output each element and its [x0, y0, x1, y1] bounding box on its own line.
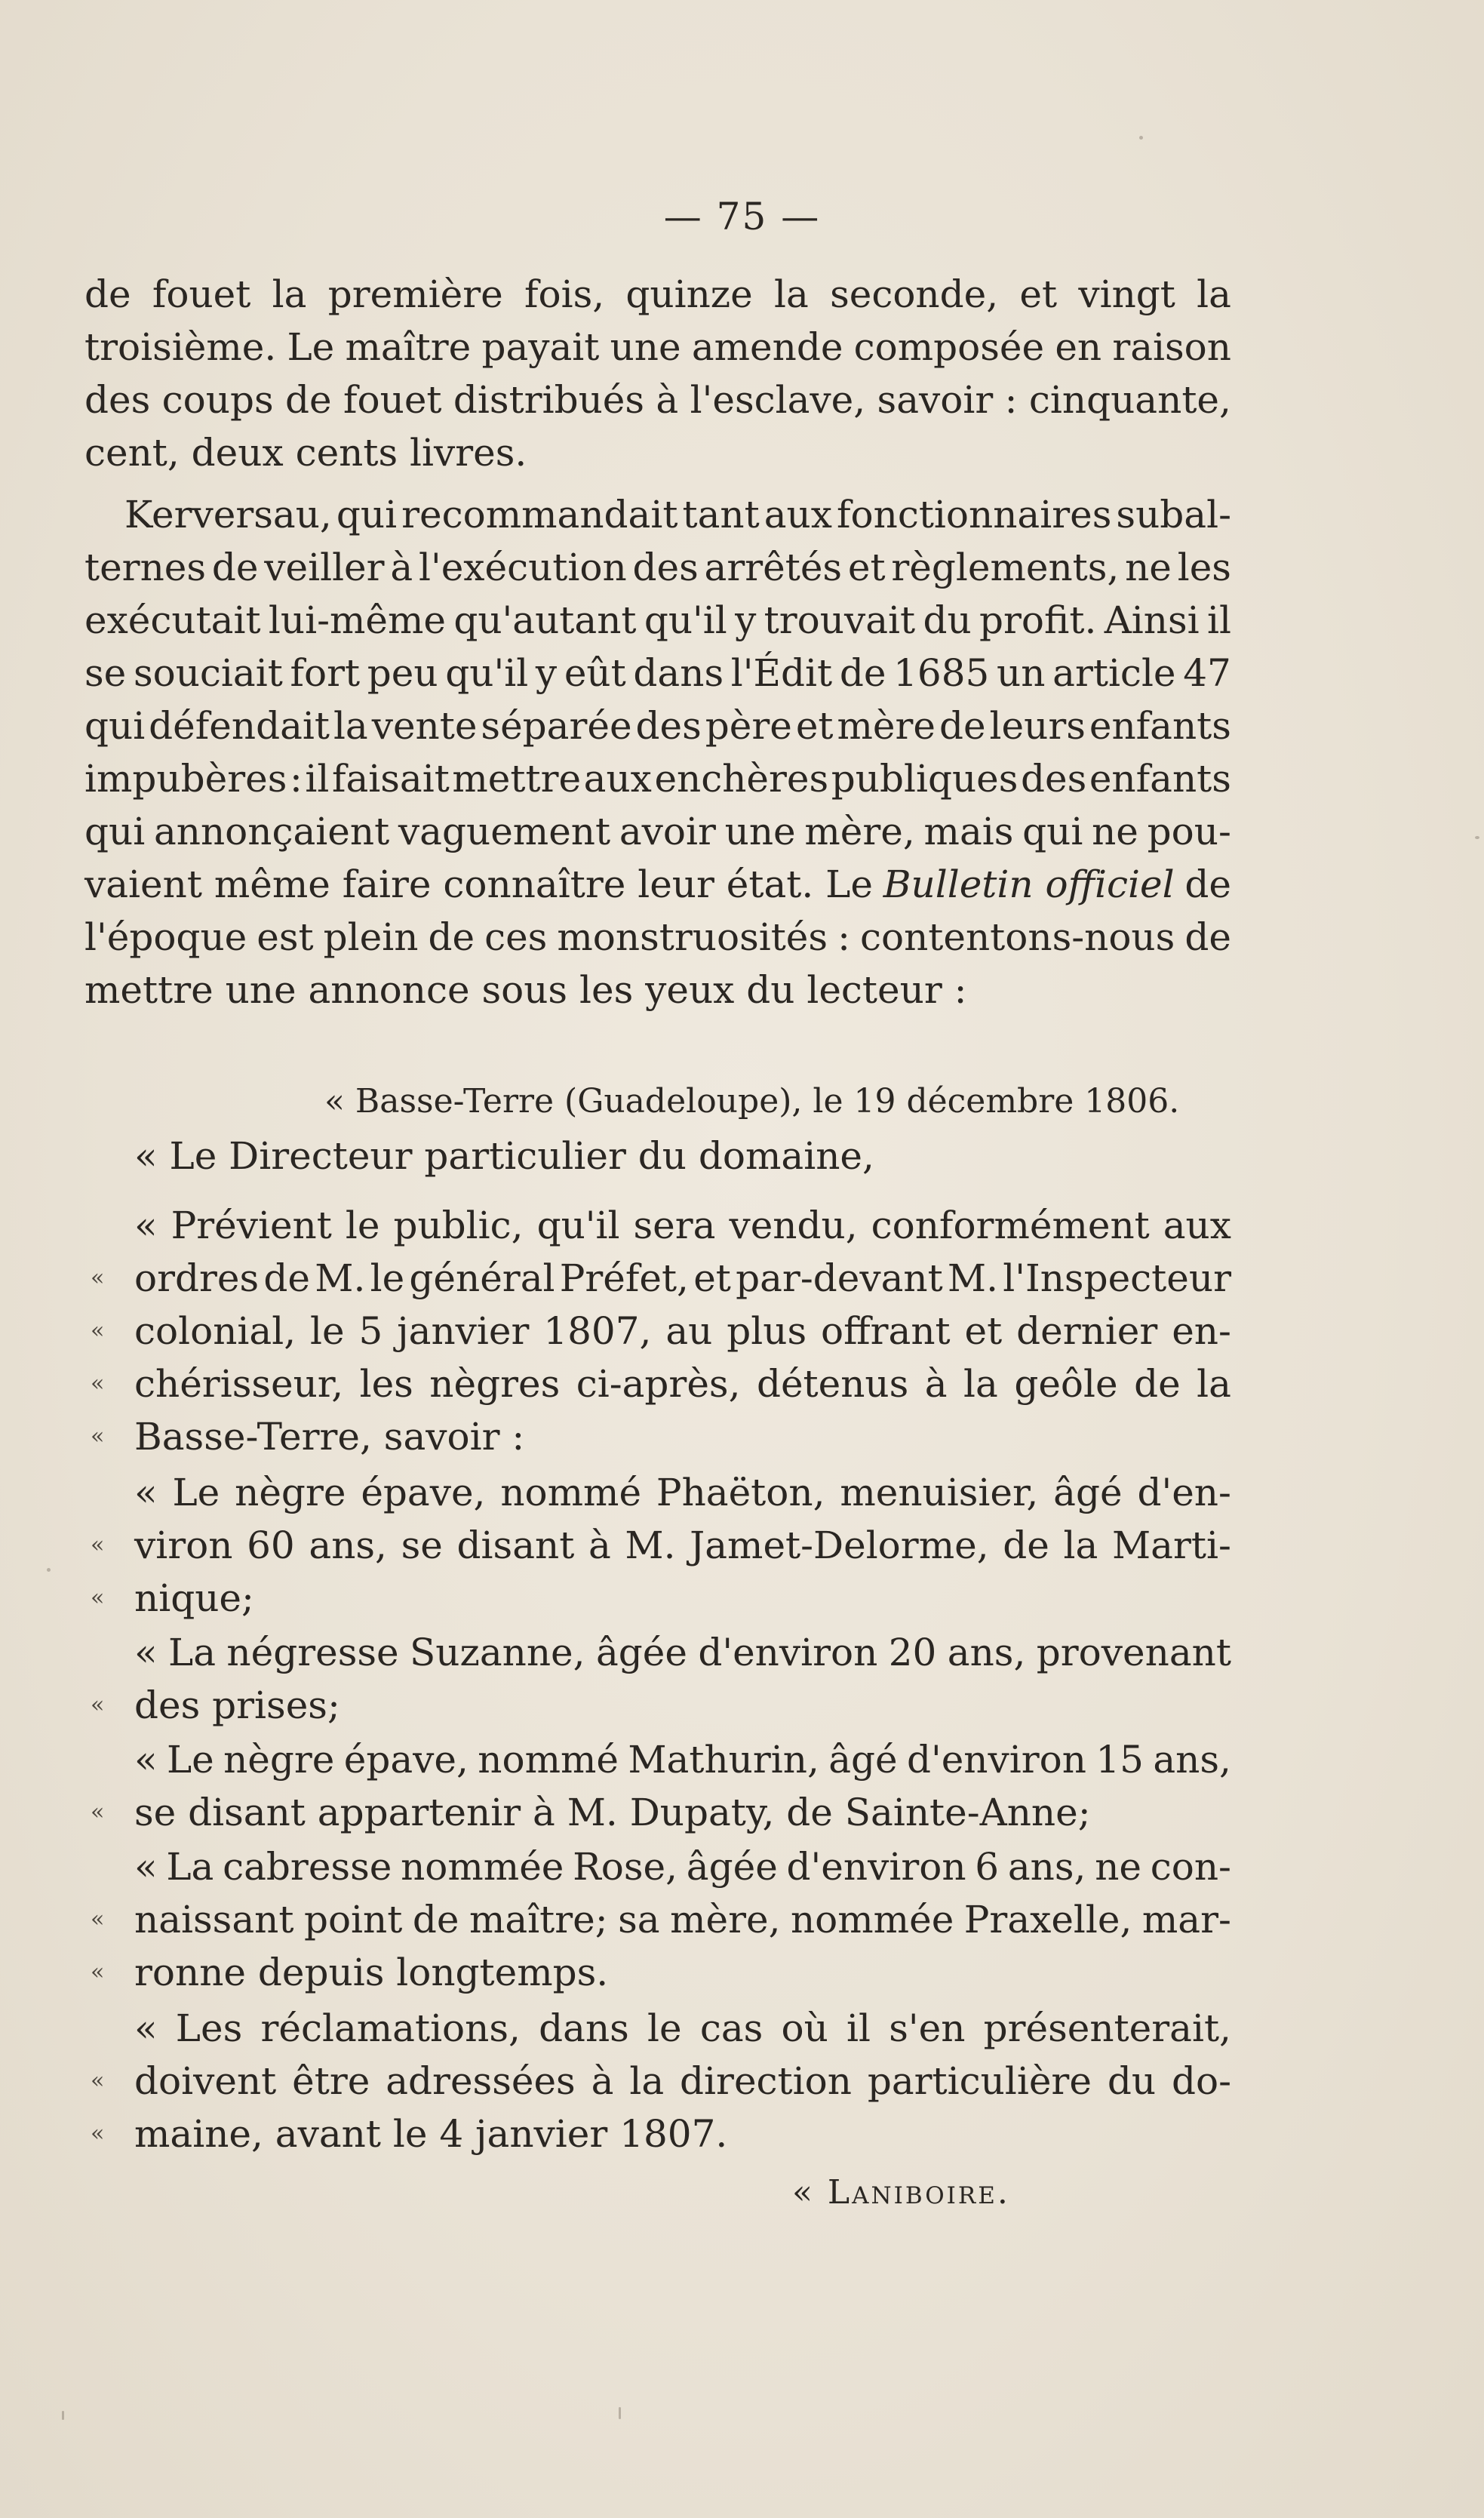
word: con-	[1150, 1845, 1231, 1889]
word: annonçaient	[153, 810, 390, 853]
word: le	[647, 2006, 682, 2050]
word: qui	[336, 493, 398, 536]
word: aux	[1163, 1204, 1231, 1247]
word: un	[997, 651, 1046, 695]
word: public,	[393, 1204, 524, 1247]
word: conformément	[871, 1204, 1150, 1247]
word: seconde,	[830, 272, 999, 316]
word: de	[1134, 1362, 1181, 1406]
word: Le	[172, 1471, 220, 1514]
word: qui	[84, 810, 146, 853]
word: des	[1021, 757, 1087, 801]
word: de	[1184, 915, 1231, 959]
word: plein	[323, 915, 419, 959]
word: 60	[247, 1523, 295, 1567]
word: savoir	[877, 378, 994, 422]
text-line	[124, 492, 1231, 537]
word: l'Inspecteur	[1003, 1256, 1231, 1300]
margin-quote-mark: «	[91, 1906, 105, 1932]
word: nommé	[500, 1471, 642, 1514]
word: à	[656, 378, 679, 422]
word: quinze	[625, 272, 753, 316]
word: ces	[484, 915, 548, 959]
word: doivent	[134, 2059, 277, 2103]
word: règlements,	[891, 546, 1120, 589]
word: où	[781, 2006, 828, 2050]
word: nègre	[235, 1471, 346, 1514]
notice-line	[134, 1630, 1231, 1675]
word: présenterait,	[983, 2006, 1231, 2050]
word: la	[963, 1362, 998, 1406]
word: la	[272, 272, 307, 316]
word: l'Édit	[730, 651, 833, 695]
word: ci-après,	[576, 1362, 741, 1406]
word: contentons-nous	[859, 915, 1175, 959]
word: et	[964, 1309, 1003, 1353]
word: mar-	[1141, 1898, 1231, 1942]
word: Prévient	[171, 1204, 332, 1247]
word: lui-même	[268, 598, 446, 642]
word: général	[409, 1256, 555, 1300]
word: la	[629, 2059, 665, 2103]
margin-quote-mark: «	[91, 2120, 105, 2147]
word: raison	[1112, 325, 1231, 369]
word: leurs	[989, 704, 1086, 748]
word: la	[1063, 1523, 1098, 1567]
word: arrêtés	[704, 546, 843, 589]
word: vingt	[1078, 272, 1175, 316]
word: viron	[134, 1523, 233, 1567]
word: l'esclave,	[690, 378, 866, 422]
notice-line	[134, 1470, 1231, 1515]
margin-quote-mark: «	[91, 1265, 105, 1291]
word: ans,	[1007, 1845, 1086, 1889]
word: provenant	[1036, 1631, 1231, 1674]
word: se	[84, 651, 127, 695]
word: chérisseur,	[134, 1362, 344, 1406]
margin-quote-mark: «	[91, 1423, 105, 1450]
paper-speck	[47, 1568, 51, 1572]
signature: « Laniboire.	[792, 2173, 1010, 2212]
word: une	[724, 810, 796, 853]
word: dernier	[1016, 1309, 1158, 1353]
word: nommée	[401, 1845, 564, 1889]
word: «	[134, 1738, 158, 1782]
word: épave,	[343, 1738, 469, 1782]
word: qu'il	[536, 1204, 620, 1247]
word: amende	[691, 325, 843, 369]
text-line	[84, 545, 1231, 590]
word: nègres	[429, 1362, 561, 1406]
word: M.	[315, 1256, 366, 1300]
word: Phaëton,	[656, 1471, 825, 1514]
word: et	[1019, 272, 1058, 316]
word: père	[705, 704, 792, 748]
word: par-devant	[736, 1256, 943, 1300]
word: des	[632, 546, 699, 589]
word: monstruosités	[557, 915, 828, 959]
text-line	[84, 703, 1231, 749]
word: La	[168, 1631, 217, 1674]
word: qu'autant	[453, 598, 637, 642]
word: du	[1107, 2059, 1157, 2103]
word: de	[1003, 1523, 1049, 1567]
word: «	[134, 2006, 158, 2050]
word: exécutait	[84, 598, 261, 642]
notice-line	[134, 1361, 1231, 1407]
word: 5	[358, 1309, 383, 1353]
word: naissant	[134, 1898, 294, 1942]
word: Praxelle,	[963, 1898, 1132, 1942]
word: cabresse	[223, 1845, 392, 1889]
word: vendu,	[729, 1204, 858, 1247]
word: Mathurin,	[628, 1738, 819, 1782]
word: âgée	[595, 1631, 687, 1674]
word: des	[635, 704, 702, 748]
word: séparée	[481, 704, 632, 748]
word: pou-	[1147, 810, 1231, 853]
word: disant	[456, 1523, 575, 1567]
notice-line	[134, 1737, 1231, 1782]
text-segment: vaient même faire connaître leur état. Le	[84, 862, 873, 906]
text-line	[84, 862, 1231, 907]
word: le	[309, 1309, 345, 1353]
paper-speck	[62, 2411, 64, 2420]
paper-speck	[1475, 836, 1479, 839]
text-line	[84, 809, 1231, 854]
word: 6	[975, 1845, 1000, 1889]
italic-title: Bulletin officiel	[883, 862, 1175, 906]
word: fort	[290, 651, 361, 695]
word: l'époque	[84, 915, 247, 959]
word: nègre	[223, 1738, 335, 1782]
word: recommandait	[401, 493, 678, 536]
word: se	[401, 1523, 443, 1567]
word: Kerversau,	[124, 493, 332, 536]
word: défendait	[149, 704, 330, 748]
word: tant	[682, 493, 760, 536]
word: la	[333, 704, 368, 748]
word: à	[591, 2059, 614, 2103]
word: âgée	[686, 1845, 778, 1889]
margin-quote-mark: «	[91, 1692, 105, 1718]
word: qu'il	[445, 651, 529, 695]
word: dans	[633, 651, 724, 695]
notice-line: se disant appartenir à M. Dupaty, de Sainte-Anne;	[134, 1791, 1091, 1834]
paper-speck	[1139, 136, 1143, 140]
word: enfants	[1089, 757, 1231, 801]
word: la	[1197, 1362, 1231, 1406]
word: première	[327, 272, 503, 316]
word: mettre	[452, 757, 582, 801]
page-number: — 75 —	[663, 195, 821, 238]
notice-line	[134, 2058, 1231, 2104]
word: une	[610, 325, 681, 369]
word: maître	[345, 325, 472, 369]
word: mère,	[670, 1898, 781, 1942]
word: dans	[539, 2006, 629, 2050]
word: cas	[699, 2006, 764, 2050]
word: de	[211, 546, 259, 589]
word: fois,	[524, 272, 605, 316]
text-segment: de	[1184, 862, 1231, 906]
word: enfants	[1089, 704, 1231, 748]
text-line	[84, 650, 1231, 696]
word: publiques	[831, 757, 1019, 801]
word: mais	[923, 810, 1014, 853]
margin-quote-mark: «	[91, 1959, 105, 1985]
word: sera	[633, 1204, 716, 1247]
word: fonctionnaires	[837, 493, 1112, 536]
notice-line: « Le Directeur particulier du domaine,	[134, 1134, 874, 1178]
word: mère	[837, 704, 936, 748]
word: sa	[618, 1898, 660, 1942]
word: épave,	[361, 1471, 486, 1514]
word: en-	[1172, 1309, 1231, 1353]
notice-line	[134, 1203, 1231, 1248]
word: est	[257, 915, 314, 959]
word: «	[134, 1471, 158, 1514]
margin-quote-mark: «	[91, 1532, 105, 1558]
word: trouvait	[764, 598, 916, 642]
word: qui	[1022, 810, 1083, 853]
paper-speck	[619, 2407, 621, 2419]
word: impubères	[84, 757, 287, 801]
word: il	[305, 757, 330, 801]
word: mère,	[804, 810, 915, 853]
word: distribués	[453, 378, 645, 422]
word: il	[846, 2006, 871, 2050]
margin-quote-mark: «	[91, 2068, 105, 2094]
word: eût	[564, 651, 626, 695]
word: maître;	[469, 1898, 608, 1942]
text-line	[84, 915, 1231, 960]
word: vente	[371, 704, 478, 748]
word: à	[390, 546, 413, 589]
word: la	[1197, 272, 1231, 316]
word: vaguement	[398, 810, 611, 853]
word: négresse	[226, 1631, 399, 1674]
word: M.	[947, 1256, 998, 1300]
word: y	[735, 598, 757, 642]
word: Ainsi	[1104, 598, 1200, 642]
word: 20	[888, 1631, 937, 1674]
word: plus	[727, 1309, 807, 1353]
notice-line	[134, 2006, 1231, 2051]
word: Le	[166, 1738, 214, 1782]
word: qui	[84, 704, 146, 748]
word: ne	[1092, 810, 1138, 853]
notice-line: nique;	[134, 1576, 254, 1620]
word: et	[795, 704, 834, 748]
text-line	[84, 377, 1231, 423]
word: adressées	[386, 2059, 576, 2103]
notice-line: Basse-Terre, savoir :	[134, 1415, 525, 1459]
notice-line	[134, 1897, 1231, 1942]
word: cinquante,	[1028, 378, 1231, 422]
word: ans,	[309, 1523, 387, 1567]
word: souciait	[133, 651, 283, 695]
word: peu	[367, 651, 438, 695]
word: les	[1177, 546, 1231, 589]
word: de	[428, 915, 475, 959]
word: menuisier,	[840, 1471, 1039, 1514]
word: 1685	[893, 651, 990, 695]
word: et	[847, 546, 886, 589]
word: 1807,	[543, 1309, 652, 1353]
text-line	[84, 324, 1231, 370]
word: payait	[481, 325, 600, 369]
word: do-	[1171, 2059, 1231, 2103]
word: au	[665, 1309, 713, 1353]
word: :	[289, 757, 303, 801]
notice-dateline: « Basse-Terre (Guadeloupe), le 19 décembre 1806.	[324, 1082, 1180, 1121]
word: ans,	[947, 1631, 1026, 1674]
word: profit.	[979, 598, 1097, 642]
word: de	[412, 1898, 459, 1942]
word: d'environ	[698, 1631, 878, 1674]
word: 15	[1095, 1738, 1144, 1782]
word: enchères	[654, 757, 829, 801]
word: composée	[853, 325, 1045, 369]
text-line	[84, 272, 1231, 317]
word: veiller	[264, 546, 385, 589]
word: «	[134, 1204, 158, 1247]
notice-line: maine, avant le 4 janvier 1807.	[134, 2112, 728, 2156]
word: des	[84, 378, 151, 422]
margin-quote-mark: «	[91, 1317, 105, 1344]
word: janvier	[397, 1309, 530, 1353]
word: aux	[583, 757, 652, 801]
word: faisait	[331, 757, 450, 801]
word: colonial,	[134, 1309, 296, 1353]
word: et	[693, 1256, 731, 1300]
word: ne	[1095, 1845, 1141, 1889]
word: être	[292, 2059, 370, 2103]
word: nommé	[478, 1738, 619, 1782]
word: s'en	[889, 2006, 966, 2050]
notice-line: des prises;	[134, 1683, 340, 1727]
word: avoir	[619, 810, 716, 853]
word: réclamations,	[260, 2006, 521, 2050]
word: «	[134, 1845, 158, 1889]
word: :	[837, 915, 850, 959]
word: de	[285, 378, 332, 422]
word: d'environ	[906, 1738, 1086, 1782]
text-line: cent, deux cents livres.	[84, 431, 527, 475]
notice-line: ronne depuis longtemps.	[134, 1951, 609, 1994]
text-line: mettre une annonce sous les yeux du lecteur :	[84, 968, 967, 1012]
word: Rose,	[573, 1845, 678, 1889]
word: point	[303, 1898, 403, 1942]
word: direction	[680, 2059, 852, 2103]
word: Préfet,	[559, 1256, 689, 1300]
word: d'en-	[1137, 1471, 1231, 1514]
word: aux	[764, 493, 832, 536]
word: ternes	[84, 546, 207, 589]
word: âgé	[1053, 1471, 1123, 1514]
word: nommée	[790, 1898, 954, 1942]
word: :	[1004, 378, 1018, 422]
word: Marti-	[1111, 1523, 1231, 1567]
word: troisième.	[84, 325, 277, 369]
word: de	[263, 1256, 311, 1300]
word: subal-	[1116, 493, 1231, 536]
word: détenus	[756, 1362, 909, 1406]
word: La	[166, 1845, 214, 1889]
word: «	[134, 1631, 158, 1674]
margin-quote-mark: «	[91, 1370, 105, 1397]
word: Suzanne,	[410, 1631, 585, 1674]
word: M.	[625, 1523, 676, 1567]
word: en	[1055, 325, 1102, 369]
word: la	[774, 272, 809, 316]
word: qu'il	[644, 598, 727, 642]
word: Jamet-Delorme,	[690, 1523, 989, 1567]
word: particulière	[867, 2059, 1092, 2103]
notice-line	[134, 1256, 1231, 1301]
word: y	[535, 651, 558, 695]
word: Les	[175, 2006, 243, 2050]
word: ne	[1125, 546, 1172, 589]
notice-line	[134, 1844, 1231, 1889]
word: le	[370, 1256, 405, 1300]
word: Le	[287, 325, 335, 369]
text-line	[84, 598, 1231, 643]
word: les	[359, 1362, 413, 1406]
notice-line	[134, 1523, 1231, 1568]
word: de	[84, 272, 131, 316]
word: ans,	[1153, 1738, 1231, 1782]
word: d'environ	[786, 1845, 966, 1889]
word: l'exécution	[418, 546, 627, 589]
word: article	[1052, 651, 1176, 695]
word: fouet	[343, 378, 442, 422]
word: geôle	[1014, 1362, 1118, 1406]
word: à	[588, 1523, 611, 1567]
word: fouet	[152, 272, 251, 316]
word: de	[839, 651, 886, 695]
notice-line	[134, 1308, 1231, 1354]
word: le	[345, 1204, 380, 1247]
margin-quote-mark: «	[91, 1799, 105, 1825]
word: âgé	[828, 1738, 898, 1782]
word: coups	[161, 378, 274, 422]
word: offrant	[821, 1309, 951, 1353]
word: à	[924, 1362, 948, 1406]
word: de	[939, 704, 986, 748]
word: du	[923, 598, 972, 642]
word: ordres	[134, 1256, 260, 1300]
word: 47	[1183, 651, 1231, 695]
word: il	[1206, 598, 1231, 642]
margin-quote-mark: «	[91, 1585, 105, 1611]
text-line	[84, 756, 1231, 801]
